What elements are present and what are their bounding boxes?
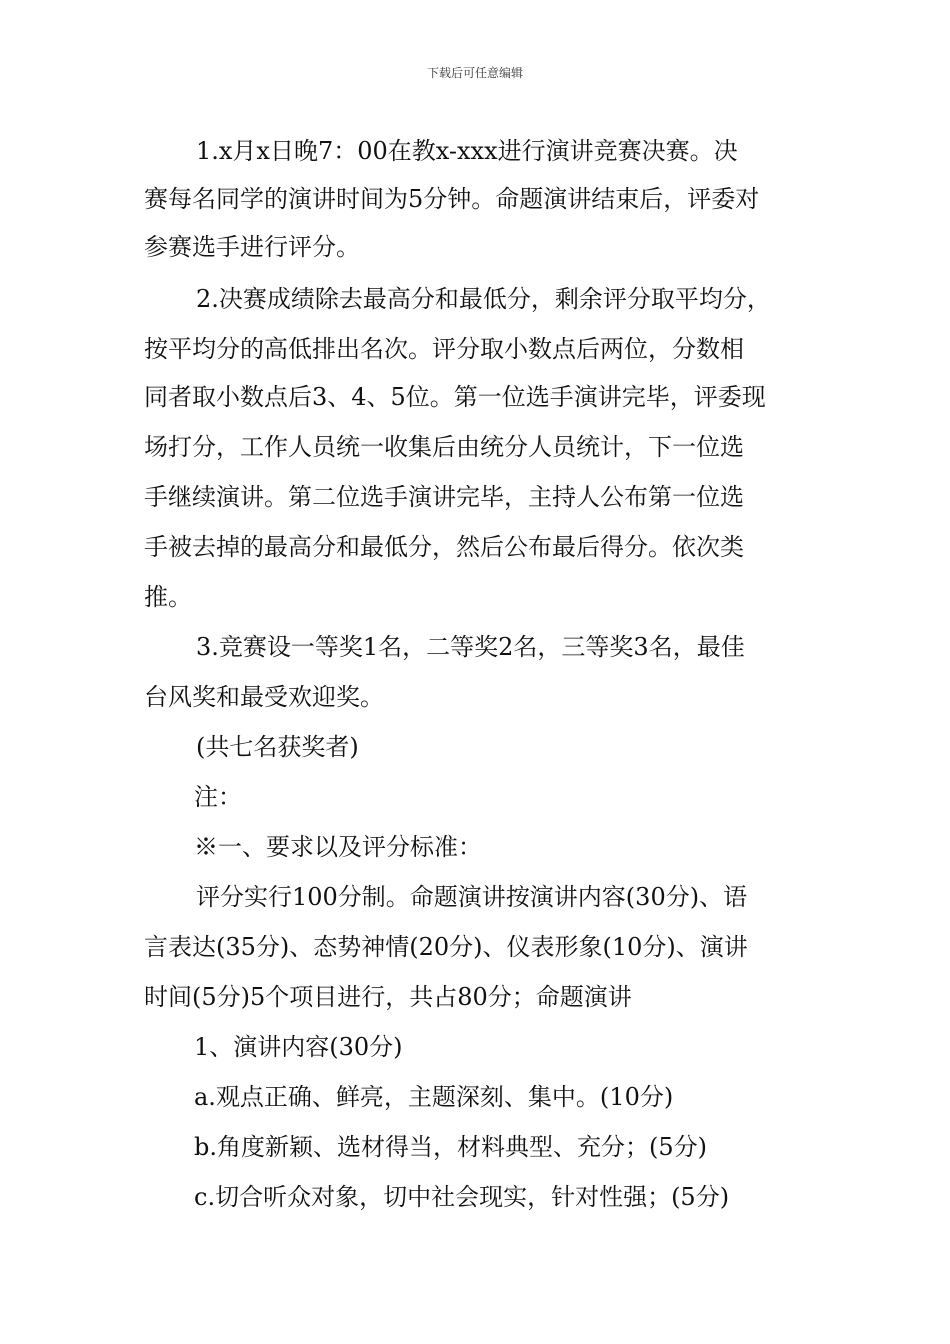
paragraph-line: 注： <box>194 783 242 811</box>
paragraph-line: 3.竞赛设一等奖1名，二等奖2名，三等奖3名，最佳 <box>196 633 745 661</box>
paragraph-line: b.角度新颖、选材得当，材料典型、充分；(5分) <box>194 1133 707 1161</box>
paragraph-line: 1.x月x日晚7：00在教x-xxx进行演讲竞赛决赛。决 <box>196 137 738 165</box>
paragraph-line: 参赛选手进行评分。 <box>144 233 360 261</box>
paragraph-line: (共七名获奖者) <box>196 733 359 761</box>
paragraph-line: 时间(5分)5个项目进行，共占80分；命题演讲 <box>144 983 632 1011</box>
paragraph-line: 2.决赛成绩除去最高分和最低分，剩余评分取平均分， <box>196 285 771 313</box>
paragraph-line: 赛每名同学的演讲时间为5分钟。命题演讲结束后，评委对 <box>144 185 760 213</box>
paragraph-line: 台风奖和最受欢迎奖。 <box>144 683 384 711</box>
paragraph-line: 言表达(35分)、态势神情(20分)、仪表形象(10分)、演讲 <box>144 933 748 961</box>
paragraph-line: 手继续演讲。第二位选手演讲完毕，主持人公布第一位选 <box>144 483 744 511</box>
paragraph-line: ※一、要求以及评分标准： <box>194 833 482 861</box>
paragraph-line: 手被去掉的最高分和最低分，然后公布最后得分。依次类 <box>144 533 744 561</box>
paragraph-line: c.切合听众对象，切中社会现实，针对性强；(5分) <box>194 1183 730 1211</box>
paragraph-line: 同者取小数点后3、4、5位。第一位选手演讲完毕，评委现 <box>144 383 766 411</box>
paragraph-line: a.观点正确、鲜亮，主题深刻、集中。(10分) <box>194 1083 674 1111</box>
paragraph-line: 评分实行100分制。命题演讲按演讲内容(30分)、语 <box>196 883 748 911</box>
page-header: 下载后可任意编辑 <box>426 66 523 80</box>
paragraph-line: 场打分，工作人员统一收集后由统分人员统计，下一位选 <box>144 433 744 461</box>
paragraph-line: 1、演讲内容(30分) <box>194 1033 403 1061</box>
paragraph-line: 按平均分的高低排出名次。评分取小数点后两位，分数相 <box>144 335 744 363</box>
paragraph-line: 推。 <box>144 583 192 611</box>
